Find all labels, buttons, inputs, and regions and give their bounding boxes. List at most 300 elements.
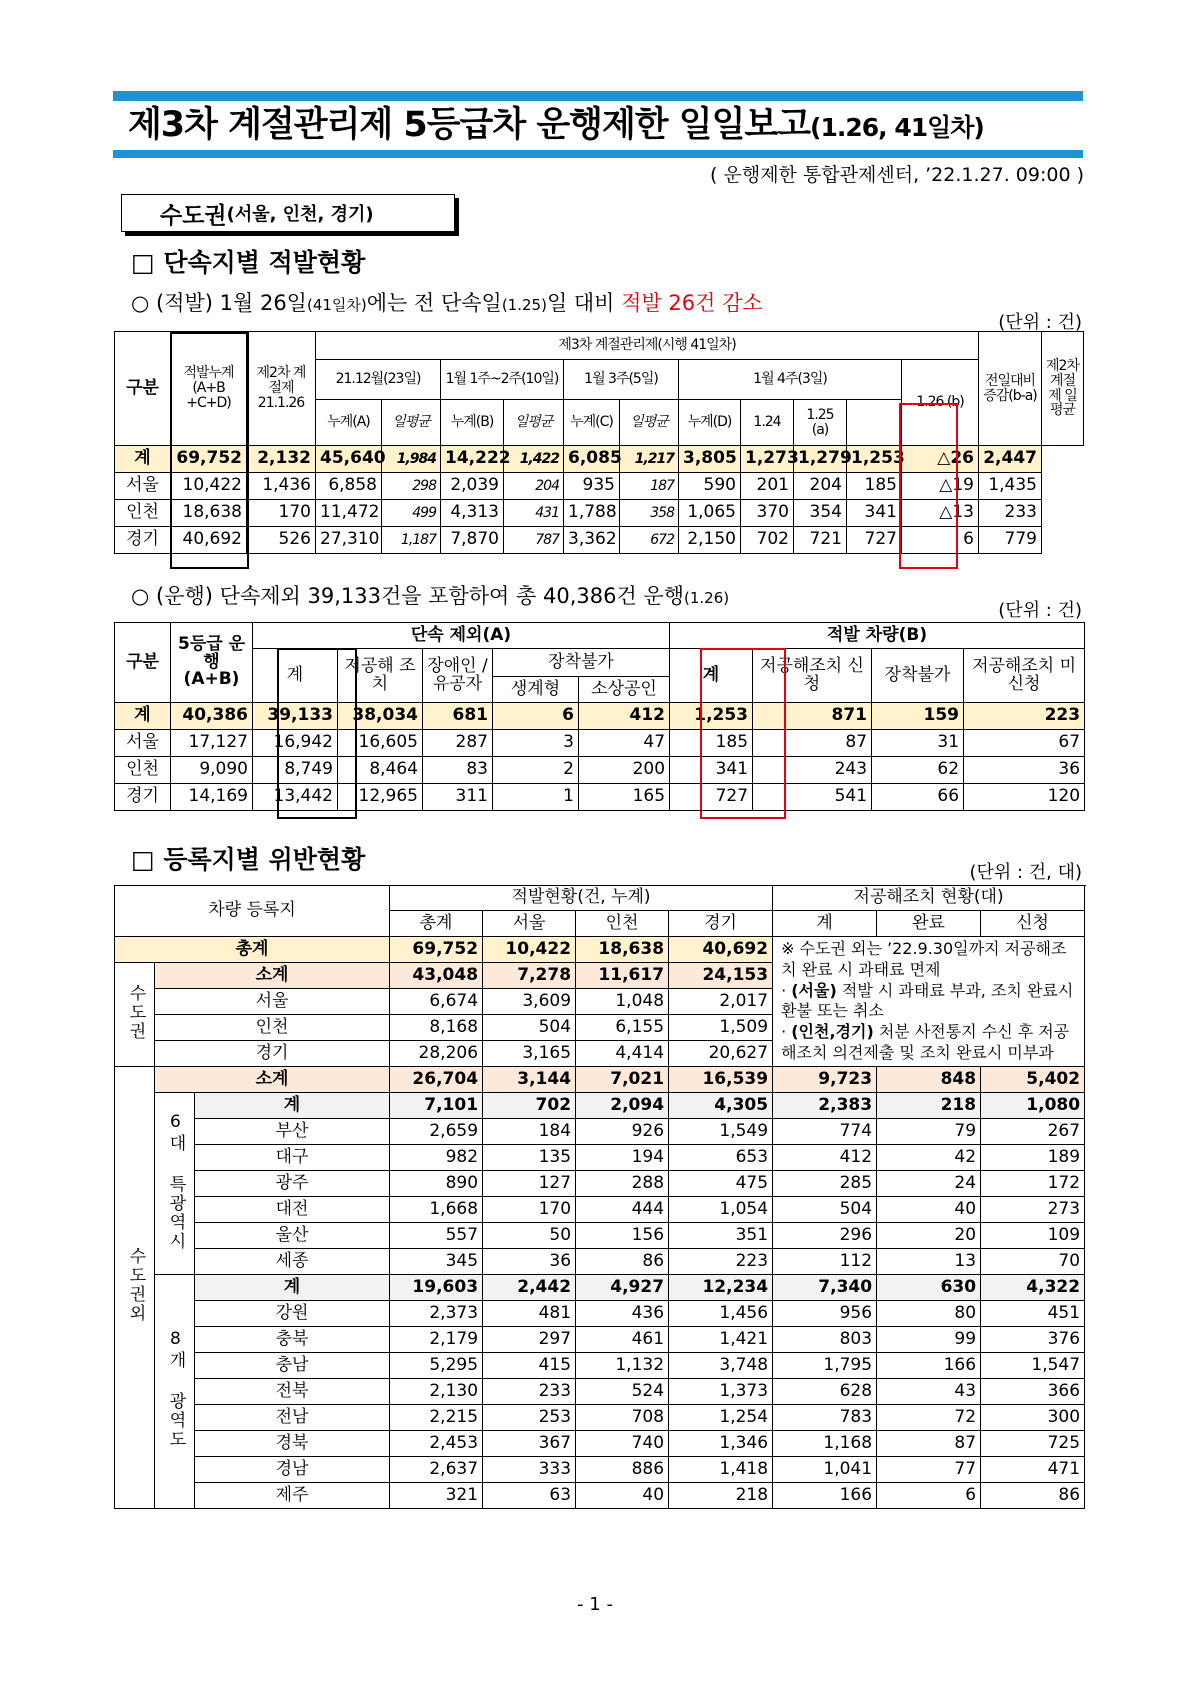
cell-diff: △13 — [902, 500, 979, 527]
cell-ap: 243 — [753, 757, 872, 784]
cell-total: 628 — [773, 1379, 877, 1405]
cell-avg2: 779 — [979, 527, 1042, 554]
row-name: 경남 — [195, 1457, 390, 1483]
cell-op: 17,127 — [171, 730, 253, 757]
cell-un: 159 — [872, 703, 964, 730]
th-apply: 저공해조치 신청 — [753, 649, 872, 703]
cell-seoul: 233 — [483, 1379, 576, 1405]
cell-gyeonggi: 2,017 — [669, 989, 773, 1015]
cell-incheon: 40 — [576, 1483, 669, 1509]
cell-sum: 7,101 — [390, 1093, 483, 1119]
cell-total: 1,168 — [773, 1431, 877, 1457]
row-name: 대구 — [195, 1145, 390, 1171]
cell-d125: 1,279 — [794, 446, 847, 473]
cell-d126: 727 — [847, 527, 902, 554]
cell-done: 6 — [877, 1483, 981, 1509]
cell-done: 79 — [877, 1119, 981, 1145]
cell-seoul: 63 — [483, 1483, 576, 1509]
title-bar-bottom — [113, 150, 1083, 158]
table-row — [115, 1457, 1085, 1483]
cell-un: 31 — [872, 730, 964, 757]
th-caught: 적발 차량(B) — [670, 623, 1085, 649]
cell-ba: 431 — [504, 500, 564, 527]
th-third-season: 제3차 계절관리제(시행 41일차) — [316, 332, 979, 360]
eight-provinces-label: 8개 광역도 — [155, 1275, 195, 1509]
cell-low: 12,965 — [338, 784, 423, 811]
cell-incheon: 6,155 — [576, 1015, 669, 1041]
cell-apply: 4,322 — [981, 1275, 1085, 1301]
cell-done: 218 — [877, 1093, 981, 1119]
cell-apply: 300 — [981, 1405, 1085, 1431]
registration-table — [114, 885, 1085, 1509]
cell-apply: 172 — [981, 1171, 1085, 1197]
section-heading-registration: □ 등록지별 위반현황 — [131, 845, 366, 874]
cell-sum: 2,637 — [390, 1457, 483, 1483]
cell-na: 36 — [964, 757, 1085, 784]
row-name: 소계 — [155, 963, 390, 989]
th-total: 계 — [773, 911, 877, 937]
th-avg-a: 일평균 — [382, 400, 441, 446]
table-row — [115, 1327, 1085, 1353]
cell-ca: 672 — [620, 527, 679, 554]
cell-done: 77 — [877, 1457, 981, 1483]
cell-done: 42 — [877, 1145, 981, 1171]
cell-seoul: 702 — [483, 1093, 576, 1119]
cell-gyeonggi: 20,627 — [669, 1041, 773, 1067]
cell-un: 62 — [872, 757, 964, 784]
table-row — [115, 500, 1084, 527]
cell-ct: 1,253 — [670, 703, 753, 730]
th-cum-c: 누계(C) — [564, 400, 620, 446]
cell-gyeonggi: 3,748 — [669, 1353, 773, 1379]
cell-sum: 28,206 — [390, 1041, 483, 1067]
cell-sum: 890 — [390, 1171, 483, 1197]
row-name: 대전 — [195, 1197, 390, 1223]
cell-cum: 40,692 — [171, 527, 247, 554]
cell-seoul: 50 — [483, 1223, 576, 1249]
cell-s2: 526 — [247, 527, 316, 554]
cell-un: 66 — [872, 784, 964, 811]
cell-gyeonggi: 40,692 — [669, 937, 773, 963]
cell-low: 16,605 — [338, 730, 423, 757]
cell-liv: 2 — [493, 757, 579, 784]
cell-gyeonggi: 1,418 — [669, 1457, 773, 1483]
cell-a: 27,310 — [316, 527, 382, 554]
row-name: 부산 — [195, 1119, 390, 1145]
cell-incheon: 436 — [576, 1301, 669, 1327]
cell-apply: 376 — [981, 1327, 1085, 1353]
th-seoul: 서울 — [483, 911, 576, 937]
cell-d125: 721 — [794, 527, 847, 554]
cell-incheon: 524 — [576, 1379, 669, 1405]
cell-incheon: 18,638 — [576, 937, 669, 963]
cell-seoul: 3,165 — [483, 1041, 576, 1067]
cell-incheon: 4,414 — [576, 1041, 669, 1067]
cell-apply: 267 — [981, 1119, 1085, 1145]
cell-seoul: 135 — [483, 1145, 576, 1171]
row-name: 서울 — [115, 473, 171, 500]
cell-apply: 725 — [981, 1431, 1085, 1457]
table-row — [115, 1483, 1085, 1509]
cell-done: 848 — [877, 1067, 981, 1093]
row-name: 강원 — [195, 1301, 390, 1327]
th-small-business: 소상공인 — [579, 677, 670, 703]
row-name: 경기 — [115, 527, 171, 554]
row-name: 계 — [195, 1093, 390, 1119]
cell-diff: △26 — [902, 446, 979, 473]
cell-seoul: 3,609 — [483, 989, 576, 1015]
cell-ca: 358 — [620, 500, 679, 527]
row-name: 계 — [115, 446, 171, 473]
cell-seoul: 170 — [483, 1197, 576, 1223]
cell-gyeonggi: 351 — [669, 1223, 773, 1249]
cell-done: 87 — [877, 1431, 981, 1457]
th-125: 1.25 (a) — [794, 400, 847, 446]
unit-label-1: (단위 : 건) — [998, 312, 1082, 333]
th-gubun: 구분 — [115, 623, 171, 703]
cell-sm: 165 — [579, 784, 670, 811]
cell-ct: 727 — [670, 784, 753, 811]
cell-s2: 2,132 — [247, 446, 316, 473]
cell-gyeonggi: 1,549 — [669, 1119, 773, 1145]
cell-ex: 39,133 — [253, 703, 338, 730]
cell-ap: 541 — [753, 784, 872, 811]
row-name: 충북 — [195, 1327, 390, 1353]
table-row — [115, 703, 1085, 730]
cell-ex: 13,442 — [253, 784, 338, 811]
cell-na: 67 — [964, 730, 1085, 757]
cell-op: 9,090 — [171, 757, 253, 784]
th-living: 생계형 — [493, 677, 579, 703]
cell-total: 504 — [773, 1197, 877, 1223]
cell-ex: 8,749 — [253, 757, 338, 784]
th-incheon: 인천 — [576, 911, 669, 937]
cell-ca: 187 — [620, 473, 679, 500]
cell-incheon: 288 — [576, 1171, 669, 1197]
th-unable-2: 장착불가 — [872, 649, 964, 703]
cell-seoul: 10,422 — [483, 937, 576, 963]
cell-d: 590 — [679, 473, 741, 500]
table-row-six-total — [115, 1093, 1085, 1119]
row-name: 세종 — [195, 1249, 390, 1275]
report-source: ( 운행제한 통합관제센터, ’22.1.27. 09:00 ) — [710, 164, 1084, 186]
row-name: 경기 — [155, 1041, 390, 1067]
cell-op: 14,169 — [171, 784, 253, 811]
table-row — [115, 1353, 1085, 1379]
cell-liv: 6 — [493, 703, 579, 730]
cell-incheon: 444 — [576, 1197, 669, 1223]
cell-gyeonggi: 1,373 — [669, 1379, 773, 1405]
th-unable: 장착불가 — [493, 649, 670, 677]
cell-incheon: 708 — [576, 1405, 669, 1431]
cell-ct: 185 — [670, 730, 753, 757]
cell-avg2: 233 — [979, 500, 1042, 527]
cell-total: 7,340 — [773, 1275, 877, 1301]
cell-seoul: 36 — [483, 1249, 576, 1275]
cell-d126: 1,253 — [847, 446, 902, 473]
cell-total: 956 — [773, 1301, 877, 1327]
th-disabled: 장애인 /유공자 — [423, 649, 493, 703]
cell-incheon: 740 — [576, 1431, 669, 1457]
cell-ct: 341 — [670, 757, 753, 784]
cell-d: 2,150 — [679, 527, 741, 554]
cell-cum: 18,638 — [171, 500, 247, 527]
note-1: ※ 수도권 외는 ’22.9.30일까지 저공해조치 완료 시 과태료 면제 — [781, 939, 1067, 979]
th-jan4: 1월 4주(3일) — [679, 360, 902, 400]
cell-sum: 26,704 — [390, 1067, 483, 1093]
th-apply: 신청 — [981, 911, 1085, 937]
cell-done: 80 — [877, 1301, 981, 1327]
th-cum-b: 누계(B) — [441, 400, 504, 446]
metro-label: 수도권 — [115, 963, 155, 1067]
cell-sum: 2,453 — [390, 1431, 483, 1457]
cell-seoul: 297 — [483, 1327, 576, 1353]
cell-ba: 204 — [504, 473, 564, 500]
cell-gyeonggi: 12,234 — [669, 1275, 773, 1301]
page-number: - 1 - — [577, 1594, 613, 1615]
cell-aa: 298 — [382, 473, 441, 500]
cell-b: 2,039 — [441, 473, 504, 500]
cell-done: 13 — [877, 1249, 981, 1275]
cell-gyeonggi: 16,539 — [669, 1067, 773, 1093]
cell-c: 1,788 — [564, 500, 620, 527]
cell-sum: 69,752 — [390, 937, 483, 963]
cell-incheon: 886 — [576, 1457, 669, 1483]
row-name: 경기 — [115, 784, 171, 811]
cell-seoul: 504 — [483, 1015, 576, 1041]
th-operation: 5등급 운행 (A+B) — [171, 623, 253, 703]
cell-aa: 499 — [382, 500, 441, 527]
table-row — [115, 1119, 1085, 1145]
th-cumulative: 적발누계 (A+B +C+D) — [171, 332, 247, 446]
cell-seoul: 333 — [483, 1457, 576, 1483]
cell-total: 1,795 — [773, 1353, 877, 1379]
cell-dis: 83 — [423, 757, 493, 784]
cell-seoul: 367 — [483, 1431, 576, 1457]
table-row — [115, 473, 1084, 500]
row-name: 서울 — [155, 989, 390, 1015]
th-registration: 차량 등록지 — [115, 886, 390, 937]
cell-apply: 366 — [981, 1379, 1085, 1405]
th-excluded: 단속 제외(A) — [253, 623, 670, 649]
cell-c: 935 — [564, 473, 620, 500]
cell-aa: 1,187 — [382, 527, 441, 554]
cell-op: 40,386 — [171, 703, 253, 730]
note-2: · (서울) 적발 시 과태료 부과, 조치 완료시 환불 또는 취소 — [781, 980, 1074, 1021]
th-not-apply: 저공해조치 미신청 — [964, 649, 1085, 703]
th-gubun: 구분 — [115, 332, 171, 446]
cell-gyeonggi: 1,509 — [669, 1015, 773, 1041]
cell-dis: 681 — [423, 703, 493, 730]
cell-gyeonggi: 1,254 — [669, 1405, 773, 1431]
th-diff: 전일대비 증감(b-a) — [979, 332, 1042, 446]
cell-sum: 321 — [390, 1483, 483, 1509]
cell-diff: △19 — [902, 473, 979, 500]
cell-gyeonggi: 223 — [669, 1249, 773, 1275]
table-row — [115, 1249, 1085, 1275]
outer-label: 수도권외 — [115, 1067, 155, 1509]
table-row-grand — [115, 937, 1085, 963]
table-row — [115, 1379, 1085, 1405]
cell-cum: 10,422 — [171, 473, 247, 500]
table-row — [115, 784, 1085, 811]
operation-table — [114, 622, 1085, 811]
cell-c: 3,362 — [564, 527, 620, 554]
cell-sm: 412 — [579, 703, 670, 730]
cell-d: 3,805 — [679, 446, 741, 473]
th-dec: 21.12월(23일) — [316, 360, 441, 400]
cell-apply: 189 — [981, 1145, 1085, 1171]
cell-seoul: 2,442 — [483, 1275, 576, 1301]
th-126: 1.26 (b) — [902, 360, 979, 446]
cell-dis: 311 — [423, 784, 493, 811]
cell-gyeonggi: 475 — [669, 1171, 773, 1197]
cell-sum: 2,179 — [390, 1327, 483, 1353]
cell-incheon: 156 — [576, 1223, 669, 1249]
cell-seoul: 7,278 — [483, 963, 576, 989]
cell-b: 4,313 — [441, 500, 504, 527]
table-row — [115, 757, 1085, 784]
row-name: 전남 — [195, 1405, 390, 1431]
cell-sm: 47 — [579, 730, 670, 757]
row-name: 소계 — [155, 1067, 390, 1093]
cell-d: 1,065 — [679, 500, 741, 527]
cell-sum: 2,373 — [390, 1301, 483, 1327]
th-low-emission-status: 저공해조치 현황(대) — [773, 886, 1085, 911]
row-name: 인천 — [115, 500, 171, 527]
cell-low: 38,034 — [338, 703, 423, 730]
table-row — [115, 527, 1084, 554]
cell-gyeonggi: 4,305 — [669, 1093, 773, 1119]
cell-dis: 287 — [423, 730, 493, 757]
cell-done: 40 — [877, 1197, 981, 1223]
cell-apply: 1,080 — [981, 1093, 1085, 1119]
table-row — [115, 446, 1084, 473]
row-name: 계 — [115, 703, 171, 730]
cell-ex: 16,942 — [253, 730, 338, 757]
cell-d125: 204 — [794, 473, 847, 500]
cell-gyeonggi: 218 — [669, 1483, 773, 1509]
th-avg-c: 일평균 — [620, 400, 679, 446]
cell-a: 45,640 — [316, 446, 382, 473]
cell-done: 166 — [877, 1353, 981, 1379]
row-name: 충남 — [195, 1353, 390, 1379]
cell-d126: 185 — [847, 473, 902, 500]
cell-done: 43 — [877, 1379, 981, 1405]
cell-incheon: 11,617 — [576, 963, 669, 989]
cell-na: 120 — [964, 784, 1085, 811]
th-second-avg: 제2차 계절제 일평균 — [1042, 332, 1084, 446]
row-name: 서울 — [115, 730, 171, 757]
cell-d124: 201 — [741, 473, 794, 500]
summary-operation: ○ (운행) 단속제외 39,133건을 포함하여 총 40,386건 운행(1.26) — [131, 584, 730, 608]
cell-done: 99 — [877, 1327, 981, 1353]
note-3: · (인천,경기) 처분 사전통지 수신 후 저공해조치 의견제출 및 조치 완료시 미부과 — [781, 1022, 1070, 1062]
cell-apply: 70 — [981, 1249, 1085, 1275]
row-name: 경북 — [195, 1431, 390, 1457]
cell-incheon: 1,048 — [576, 989, 669, 1015]
cell-seoul: 184 — [483, 1119, 576, 1145]
row-name: 총계 — [115, 937, 390, 963]
th-cum-a: 누계(A) — [316, 400, 382, 446]
cell-ap: 87 — [753, 730, 872, 757]
cell-total: 1,041 — [773, 1457, 877, 1483]
cell-sm: 200 — [579, 757, 670, 784]
cell-total: 166 — [773, 1483, 877, 1509]
cell-sum: 19,603 — [390, 1275, 483, 1301]
cell-sum: 2,215 — [390, 1405, 483, 1431]
cell-s2: 1,436 — [247, 473, 316, 500]
cell-total: 9,723 — [773, 1067, 877, 1093]
cell-avg2: 1,435 — [979, 473, 1042, 500]
cell-sum: 982 — [390, 1145, 483, 1171]
cell-incheon: 86 — [576, 1249, 669, 1275]
th-caught-total: 계 — [670, 649, 753, 703]
cell-gyeonggi: 1,456 — [669, 1301, 773, 1327]
table-row-eight-total — [115, 1275, 1085, 1301]
row-name: 계 — [195, 1275, 390, 1301]
cell-ap: 871 — [753, 703, 872, 730]
cell-cum: 69,752 — [171, 446, 247, 473]
metro-note — [773, 937, 1085, 1067]
table-row — [115, 1171, 1085, 1197]
cell-liv: 1 — [493, 784, 579, 811]
cell-s2: 170 — [247, 500, 316, 527]
section-heading-enforcement: □ 단속지별 적발현황 — [131, 248, 366, 277]
table-row — [115, 730, 1085, 757]
cell-aa: 1,984 — [382, 446, 441, 473]
cell-total: 412 — [773, 1145, 877, 1171]
th-second-season: 제2차 계절제 21.1.26 — [247, 332, 316, 446]
cell-total: 285 — [773, 1171, 877, 1197]
cell-apply: 451 — [981, 1301, 1085, 1327]
cell-sum: 2,659 — [390, 1119, 483, 1145]
cell-b: 7,870 — [441, 527, 504, 554]
cell-total: 296 — [773, 1223, 877, 1249]
th-sum: 총계 — [390, 911, 483, 937]
row-name: 울산 — [195, 1223, 390, 1249]
cell-seoul: 481 — [483, 1301, 576, 1327]
cell-sum: 8,168 — [390, 1015, 483, 1041]
row-name: 제주 — [195, 1483, 390, 1509]
cell-d124: 370 — [741, 500, 794, 527]
cell-seoul: 3,144 — [483, 1067, 576, 1093]
cell-apply: 5,402 — [981, 1067, 1085, 1093]
cell-d124: 702 — [741, 527, 794, 554]
cell-done: 20 — [877, 1223, 981, 1249]
cell-apply: 109 — [981, 1223, 1085, 1249]
th-cum-d: 누계(D) — [679, 400, 741, 446]
cell-incheon: 194 — [576, 1145, 669, 1171]
table-row-outer-sub — [115, 1067, 1085, 1093]
cell-total: 112 — [773, 1249, 877, 1275]
six-cities-label: 6대 특광역시 — [155, 1093, 195, 1275]
cell-low: 8,464 — [338, 757, 423, 784]
cell-b: 14,222 — [441, 446, 504, 473]
cell-total: 803 — [773, 1327, 877, 1353]
th-124: 1.24 — [741, 400, 794, 446]
cell-done: 630 — [877, 1275, 981, 1301]
table-row — [115, 1405, 1085, 1431]
cell-na: 223 — [964, 703, 1085, 730]
page-title: 제3차 계절관리제 5등급차 운행제한 일일보고(1.26, 41일차) — [128, 105, 984, 145]
cell-avg2: 2,447 — [979, 446, 1042, 473]
cell-gyeonggi: 24,153 — [669, 963, 773, 989]
cell-gyeonggi: 1,054 — [669, 1197, 773, 1223]
row-name: 인천 — [155, 1015, 390, 1041]
cell-apply: 471 — [981, 1457, 1085, 1483]
cell-done: 72 — [877, 1405, 981, 1431]
